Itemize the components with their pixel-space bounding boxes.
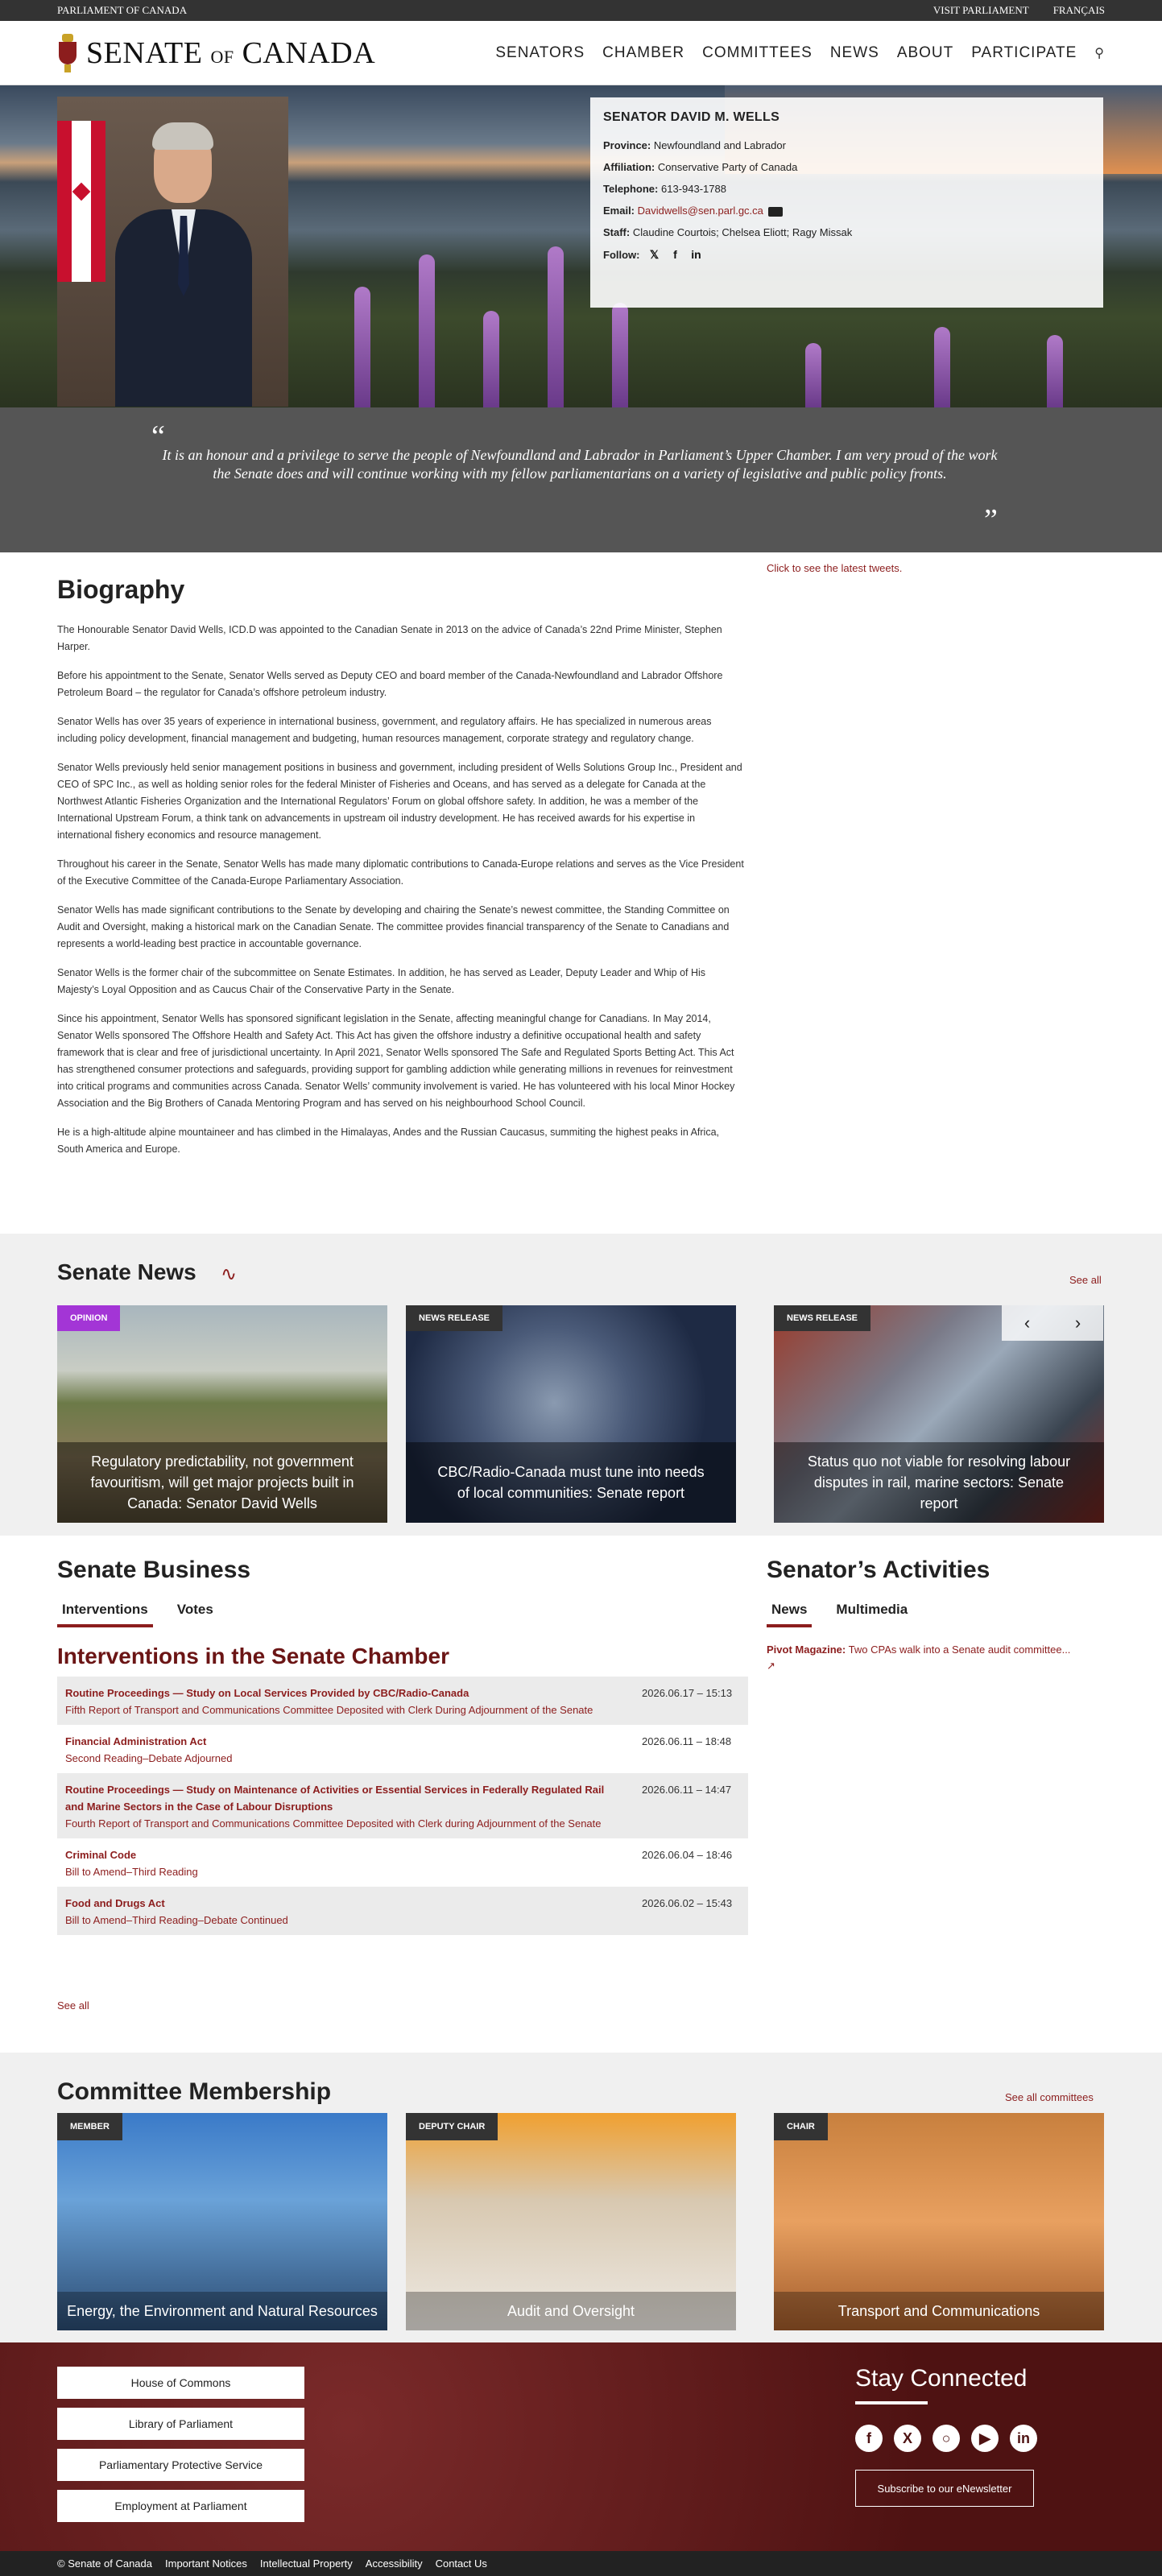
intervention-date: 2026.06.04 – 18:46 xyxy=(642,1849,733,1861)
lupin-flower xyxy=(612,303,628,407)
biography-section xyxy=(0,552,1162,1237)
province-label: Province: xyxy=(603,139,651,151)
senator-hero xyxy=(0,85,1162,407)
committee-badge: MEMBER xyxy=(57,2113,122,2140)
intervention-title-link[interactable]: Food and Drugs Act xyxy=(65,1897,165,1909)
divider xyxy=(855,2401,928,2404)
logo-text xyxy=(86,35,375,71)
affiliation-row xyxy=(603,161,1090,173)
committee-title: Committee Membership xyxy=(57,2078,332,2105)
stay-connected-title: Stay Connected xyxy=(855,2365,1028,2392)
news-caption: Regulatory predictability, not government favouritism, will get major projects built in Canada: Senator David Wells xyxy=(57,1442,387,1523)
facebook-icon[interactable]: f xyxy=(673,248,677,261)
intervention-title-link[interactable]: Routine Proceedings — Study on Local Services Provided by CBC/Radio-Canada xyxy=(65,1687,469,1699)
search-icon[interactable]: ⚲ xyxy=(1094,47,1105,60)
committee-membership-section xyxy=(0,2053,1162,2342)
tab-interventions[interactable]: Interventions xyxy=(57,1602,153,1627)
telephone-label: Telephone: xyxy=(603,183,659,195)
youtube-icon[interactable]: ▶ xyxy=(971,2425,999,2452)
bottom-bar xyxy=(0,2551,1162,2576)
committee-caption: Audit and Oversight xyxy=(406,2292,736,2330)
instagram-icon[interactable]: ○ xyxy=(932,2425,960,2452)
activity-source: Pivot Magazine: xyxy=(767,1644,846,1656)
intellectual-property-link[interactable]: Intellectual Property xyxy=(259,2557,353,2570)
intervention-title-link[interactable]: Routine Proceedings — Study on Maintenance of Activities or Essential Services in Federally Regulated Rail and Marine Sectors in the Case of Labour Disruptions xyxy=(65,1784,605,1813)
nav-about[interactable]: ABOUT xyxy=(896,44,954,61)
lupin-flower xyxy=(548,246,564,407)
senate-business-section xyxy=(0,1536,1162,2053)
latest-tweets-link[interactable]: Click to see the latest tweets. xyxy=(767,562,903,574)
follow-label: Follow: xyxy=(603,248,640,261)
chevron-right-icon[interactable]: › xyxy=(1074,1313,1081,1333)
news-card[interactable] xyxy=(406,1305,736,1523)
news-badge: NEWS RELEASE xyxy=(406,1305,502,1331)
lupin-flower xyxy=(419,254,435,407)
contact-us-link[interactable]: Contact Us xyxy=(435,2557,487,2570)
activities-title: Senator’s Activities xyxy=(767,1557,990,1583)
visit-parliament-link[interactable]: VISIT PARLIAMENT xyxy=(932,4,1029,16)
intervention-date: 2026.06.11 – 18:48 xyxy=(642,1735,732,1747)
important-notices-link[interactable]: Important Notices xyxy=(165,2557,247,2570)
canada-flag xyxy=(57,121,105,282)
nav-participate[interactable]: PARTICIPATE xyxy=(971,44,1077,61)
bio-paragraph: Senator Wells has over 35 years of experience in international business, government, and regulatory affairs. He has specialized in numerous areas including policy development, financial management and budgeting, human resources management, corporate strategy and regulatory change. xyxy=(57,716,712,744)
rss-icon[interactable]: ∿ xyxy=(221,1263,238,1285)
bio-paragraph: The Honourable Senator David Wells, ICD.D was appointed to the Canadian Senate in 2013 on the advice of Canada’s 22nd Prime Minister, Stephen Harper. xyxy=(57,624,722,652)
biography-title: Biography xyxy=(57,575,185,604)
committee-card[interactable] xyxy=(57,2113,387,2330)
committee-caption: Transport and Communications xyxy=(774,2292,1104,2330)
footer-link-protective-service[interactable]: Parliamentary Protective Service xyxy=(57,2449,304,2481)
interventions-title: Interventions in the Senate Chamber xyxy=(57,1644,449,1668)
affiliation-value: Conservative Party of Canada xyxy=(657,161,798,173)
parliament-topbar xyxy=(0,0,1162,21)
lupin-flower xyxy=(354,287,370,407)
copyright: © Senate of Canada xyxy=(57,2557,152,2570)
committee-badge: CHAIR xyxy=(774,2113,828,2140)
news-badge: OPINION xyxy=(57,1305,120,1331)
intervention-date: 2026.06.02 – 15:43 xyxy=(642,1897,733,1909)
table-row xyxy=(57,1677,748,1725)
biography-body xyxy=(57,622,748,1170)
telephone-value: 613-943-1788 xyxy=(661,183,726,195)
site-header xyxy=(0,21,1162,85)
interventions-list xyxy=(57,1677,748,1935)
intervention-title-link[interactable]: Financial Administration Act xyxy=(65,1735,207,1747)
intervention-title-link[interactable]: Criminal Code xyxy=(65,1849,137,1861)
intervention-sub-link[interactable]: Fifth Report of Transport and Communications Committee Deposited with Clerk During Adjournment of the Senate xyxy=(65,1704,593,1716)
senator-portrait xyxy=(57,97,288,407)
site-footer xyxy=(0,2342,1162,2551)
logo-of: OF xyxy=(210,47,234,67)
senator-info-card xyxy=(590,97,1103,308)
chevron-left-icon[interactable]: ‹ xyxy=(1023,1313,1031,1333)
email-row xyxy=(603,205,1090,217)
bio-paragraph: Senator Wells is the former chair of the subcommittee on Senate Estimates. In addition, he has served as Leader, Deputy Leader and Whip of His Majesty’s Loyal Opposition and as Caucus Chair of the Conservative Party in the Senate. xyxy=(57,967,706,995)
table-row xyxy=(57,1838,748,1887)
table-row xyxy=(57,1773,748,1838)
external-link-icon[interactable]: ↗ xyxy=(767,1660,775,1672)
senator-name: SENATOR DAVID M. WELLS xyxy=(603,110,780,124)
activities-tabs xyxy=(767,1602,912,1627)
staff-value: Claudine Courtois; Chelsea Eliott; Ragy Missak xyxy=(632,226,853,238)
accessibility-link[interactable]: Accessibility xyxy=(365,2557,423,2570)
x-twitter-icon[interactable]: 𝕏 xyxy=(649,248,660,261)
staff-label: Staff: xyxy=(603,226,631,238)
crest-icon xyxy=(57,34,78,72)
lupin-flower xyxy=(934,327,950,407)
logo-canada: CANADA xyxy=(242,36,376,70)
province-row xyxy=(603,139,1090,151)
language-toggle-link[interactable]: FRANÇAIS xyxy=(1052,4,1105,16)
bio-paragraph: Senator Wells has made significant contributions to the Senate by developing and chairing the Senate’s newest committee, the Standing Committee on Audit and Oversight, making a historical mark on the Canadian Senate. The committee provides financial transparency of the Senate to Canadians and represents a world-leading best practice in accountable governance. xyxy=(57,904,730,949)
parliament-label: PARLIAMENT OF CANADA xyxy=(57,4,188,16)
intervention-sub-link[interactable]: Fourth Report of Transport and Communications Committee Deposited with Clerk during Adjournment of the Senate xyxy=(65,1817,602,1830)
staff-row xyxy=(603,226,1090,238)
news-card[interactable] xyxy=(57,1305,387,1523)
province-value: Newfoundland and Labrador xyxy=(653,139,786,151)
close-quote-icon: ” xyxy=(984,503,998,537)
activity-link[interactable]: Two CPAs walk into a Senate audit committee... xyxy=(848,1644,1071,1656)
quote-text: It is an honour and a privilege to serve the people of Newfoundland and Labrador in Parliament’s Upper Chamber. I am very proud of the work the Senate does and will continue working with my fellow parliamentarians on a variety of legislative and public policy fronts. xyxy=(162,447,998,482)
footer-link-employment[interactable]: Employment at Parliament xyxy=(57,2490,304,2522)
business-title: Senate Business xyxy=(57,1557,251,1583)
nav-senators[interactable]: SENATORS xyxy=(495,44,585,61)
bio-paragraph: Since his appointment, Senator Wells has sponsored significant legislation in the Senate, affecting meaningful change for Canadians. In May 2014, Senator Wells sponsored The Offshore Health and Safety Act. This Act has given the offshore industry a definitive occupational health and safety framework that is clear and free of jurisdictional uncertainty. In April 2021, Senator Wells sponsored The Safe and Regulated Sports Betting Act. This Act has strengthened consumer protections and safeguards, providing support for gambling addiction while generating millions in revenues for reinvestment into critical programs and communities across Canada. Senator Wells’ community involvement is varied. He has volunteered with his local Minor Hockey Association and the Big Brothers of Canada Mentoring Program and has served on his neighbourhood School Council. xyxy=(57,1013,735,1109)
intervention-sub-link[interactable]: Second Reading–Debate Adjourned xyxy=(65,1752,233,1764)
nav-committees[interactable]: COMMITTEES xyxy=(702,44,813,61)
logo-senate: SENATE xyxy=(86,36,203,70)
business-tabs xyxy=(57,1602,218,1627)
nav-chamber[interactable]: CHAMBER xyxy=(602,44,685,61)
social-links xyxy=(855,2425,1037,2452)
bio-paragraph: Before his appointment to the Senate, Senator Wells served as Deputy CEO and board member of the Canada-Newfoundland and Labrador Offshore Petroleum Board – the regulator for Canada’s offshore petroleum industry. xyxy=(57,670,723,698)
lupin-flower xyxy=(483,311,499,407)
vcard-icon[interactable] xyxy=(768,207,783,217)
activity-item xyxy=(767,1642,1105,1674)
committee-badge: DEPUTY CHAIR xyxy=(406,2113,498,2140)
footer-link-library[interactable]: Library of Parliament xyxy=(57,2408,304,2440)
main-nav xyxy=(495,44,1105,62)
news-caption: CBC/Radio-Canada must tune into needs of local communities: Senate report xyxy=(406,1442,736,1523)
email-link[interactable]: Davidwells@sen.parl.gc.ca xyxy=(637,205,763,217)
telephone-row xyxy=(603,183,1090,195)
tab-news[interactable]: News xyxy=(767,1602,812,1627)
news-caption: Status quo not viable for resolving labour disputes in rail, marine sectors: Senate report xyxy=(774,1442,1104,1523)
intervention-date: 2026.06.11 – 14:47 xyxy=(642,1784,732,1796)
intervention-sub-link[interactable]: Bill to Amend–Third Reading–Debate Continued xyxy=(65,1914,288,1926)
intervention-sub-link[interactable]: Bill to Amend–Third Reading xyxy=(65,1866,198,1878)
bio-paragraph: Senator Wells previously held senior management positions in business and government, including president of Wells Solutions Group Inc., President and CEO of SPC Inc., as well as holding senior roles for the federal Minister of Fisheries and Oceans, and has served as a delegate for Canada at the Northwest Atlantic Fisheries Organization and the International Regulators’ Forum on global offshore safety. In addition, he was a member of the International Upstream Forum, a think tank on advancements in upstream oil industry development. He has received awards for his expertise in international fishery economics and resource management. xyxy=(57,762,742,841)
intervention-date: 2026.06.17 – 15:13 xyxy=(642,1687,733,1699)
email-label: Email: xyxy=(603,205,635,217)
news-title: Senate News xyxy=(57,1259,196,1284)
nav-news[interactable]: NEWS xyxy=(829,44,879,61)
bio-paragraph: He is a high-altitude alpine mountaineer and has climbed in the Himalayas, Andes and the Russian Caucasus, summiting the highest peaks in Africa, South America and Europe. xyxy=(57,1127,719,1155)
news-see-all-link[interactable]: See all xyxy=(1069,1274,1102,1286)
lupin-flower xyxy=(805,343,821,407)
linkedin-icon[interactable]: in xyxy=(691,248,701,261)
committee-caption: Energy, the Environment and Natural Resources xyxy=(57,2292,387,2330)
affiliation-label: Affiliation: xyxy=(603,161,655,173)
tab-votes[interactable]: Votes xyxy=(176,1602,213,1617)
news-badge: NEWS RELEASE xyxy=(774,1305,870,1331)
bio-paragraph: Throughout his career in the Senate, Senator Wells has made many diplomatic contributions to Canada-Europe relations and serves as the Vice President of the Executive Committee of the Canada-Europe Parliamentary Association. xyxy=(57,858,744,887)
senate-logo[interactable] xyxy=(57,34,375,72)
table-row xyxy=(57,1887,748,1935)
senator-quote xyxy=(0,407,1162,552)
news-carousel-controls xyxy=(1002,1305,1103,1341)
interventions-see-all-link[interactable]: See all xyxy=(57,1999,89,2012)
open-quote-icon: “ xyxy=(151,420,165,453)
lupin-flower xyxy=(1047,335,1063,407)
subscribe-button[interactable]: Subscribe to our eNewsletter xyxy=(855,2470,1034,2507)
linkedin-icon[interactable]: in xyxy=(1010,2425,1037,2452)
tab-multimedia[interactable]: Multimedia xyxy=(836,1602,908,1617)
committee-card[interactable] xyxy=(774,2113,1104,2330)
table-row xyxy=(57,1725,748,1773)
committee-card[interactable] xyxy=(406,2113,736,2330)
x-twitter-icon[interactable]: X xyxy=(894,2425,921,2452)
facebook-icon[interactable]: f xyxy=(855,2425,883,2452)
footer-link-house-of-commons[interactable]: House of Commons xyxy=(57,2367,304,2399)
senate-news-section xyxy=(0,1234,1162,1536)
committees-see-all-link[interactable]: See all committees xyxy=(1005,2091,1094,2103)
follow-row xyxy=(603,248,1090,261)
